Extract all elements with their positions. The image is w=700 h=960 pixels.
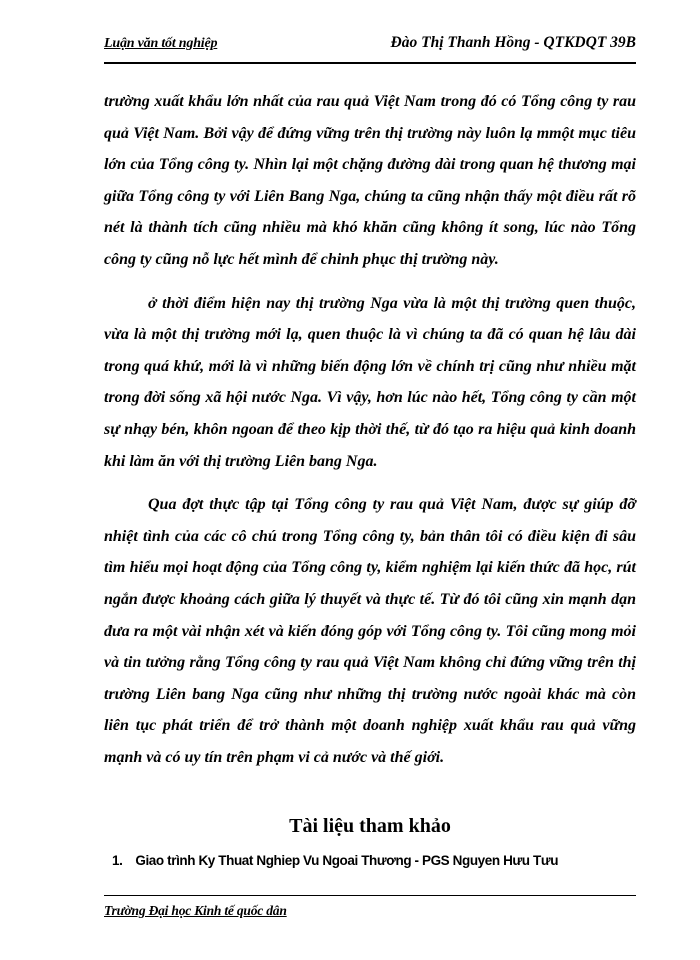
body-text (104, 86, 636, 773)
page-header (104, 36, 636, 62)
paragraph-2: ở thời điểm hiện nay thị trường Nga vừa là một thị trường quen thuộc, vừa là một thị trường mới lạ, quen thuộc là vì chúng ta đã có quan hệ lâu dài trong quá khứ, mới là vì những biến động lớn về chính trị cũng như nhiều mặt trong đời sống xã hội nước Nga. Vì vậy, hơn lúc nào hết, Tổng công ty cần một sự nhạy bén, khôn ngoan để theo kịp thời thế, từ đó tạo ra hiệu quả kinh doanh khi làm ăn với thị trường Liên bang Nga. (104, 294, 636, 470)
author-class-label: Đào Thị Thanh Hồng - QTKDQT 39B (390, 34, 636, 51)
paragraph-1: trường xuất khẩu lớn nhất của rau quả Việt Nam trong đó có Tổng công ty rau quả Việt Nam. Bởi vậy để đứng vững trên thị trường này luôn lạ mmột mục tiêu lớn của Tổng công ty. Nhìn lại một chặng đường dài trong quan hệ thương mại giữa Tổng công ty với Liên Bang Nga, chúng ta cũng nhận thấy một điều rất rõ nét là thành tích cũng nhiều mà khó khăn cũng không ít song, lúc nào Tổng công ty cũng nỗ lực hết mình để chinh phục thị trường này. (104, 93, 636, 268)
thesis-label: Luận văn tốt nghiệp (104, 36, 218, 51)
reference-number: 1. (112, 853, 123, 868)
reference-text: Giao trình Ky Thuat Nghiep Vu Ngoai Thương - PGS Nguyen Hưu Tưu (135, 853, 559, 868)
header-divider (104, 62, 636, 64)
university-footer: Trường Đại học Kinh tế quốc dân (104, 903, 287, 918)
reference-item (112, 853, 636, 868)
references-heading: Tài liệu tham khảo (289, 815, 451, 837)
paragraph-3: Qua đợt thực tập tại Tổng công ty rau quả Việt Nam, được sự giúp đỡ nhiệt tình của các cô chú trong Tổng công ty, bản thân tôi có điều kiện đi sâu tìm hiểu mọi hoạt động của Tổng công ty, kiểm nghiệm lại kiến thức đã học, rút ngắn được khoảng cách giữa lý thuyết và thực tế. Từ đó tôi cũng xin mạnh dạn đưa ra một vài nhận xét và kiến đóng góp với Tổng công ty. Tôi cũng mong mỏi và tin tưởng rằng Tổng công ty rau quả Việt Nam không chỉ đứng vững trên thị trường Liên bang Nga cũng như những thị trường nước ngoài khác mà còn liên tục phát triển để trở thành một doanh nghiệp xuất khẩu rau quả vững mạnh và có uy tín trên phạm vi cả nước và thế giới. (104, 496, 636, 766)
footer-divider (104, 895, 636, 896)
